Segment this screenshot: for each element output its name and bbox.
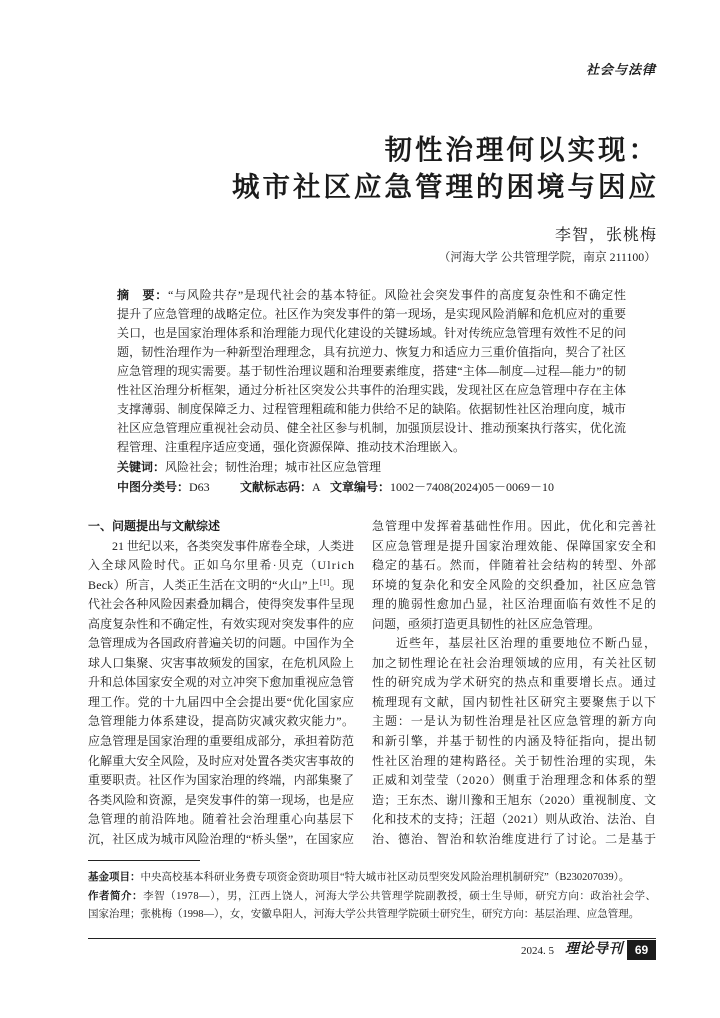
footer-rule <box>88 938 656 939</box>
keywords-line <box>117 458 626 477</box>
body-line: 治、德治、智治和软治维度进行了讨论。二是基于 <box>372 831 657 846</box>
body-line: 球人口集聚、灾害事故频发的国家，在危机风险上 <box>88 655 355 670</box>
body-line: 升和总体国家安全观的对立冲突下愈加重视应急管 <box>88 675 355 690</box>
body-line: 正威和刘莹莹（2020）侧重于治理理念和体系的塑 <box>372 773 657 788</box>
running-head-section: 社会与法律 <box>585 62 656 77</box>
body-line: 急管理能力体系建设，提高防灾减灾救灾能力”。 <box>88 714 355 729</box>
section-heading: 一、问题提出与文献综述 <box>88 519 221 533</box>
keywords-label: 关键词： <box>117 460 166 474</box>
body-line: 理的脆弱性愈加凸显，社区治理面临有效性不足的 <box>372 597 657 612</box>
body-line: 近些年，基层社区治理的重要地位不断凸显， <box>396 636 658 651</box>
body-line: 21 世纪以来，各类突发事件席卷全球，人类进 <box>112 538 354 553</box>
document-code <box>240 478 321 497</box>
author-bio-line <box>88 887 656 906</box>
abstract <box>117 286 626 457</box>
abstract-label: 摘 要： <box>117 288 169 302</box>
body-line: 主题：一是认为韧性治理是社区应急管理的新方向 <box>372 714 657 729</box>
document-code-label: 文献标志码： <box>240 480 313 494</box>
author-bio-text: 李智（1978—），男，江西上饶人，河海大学公共管理学院副教授，硕士生导师，研究方向：政治社会学、 <box>143 891 657 902</box>
body-line: 化解重大安全风险，及时应对处置各类灾害事故的 <box>88 753 355 768</box>
article-number-label: 文章编号： <box>330 480 391 494</box>
body-column-left <box>88 517 354 849</box>
body-line: 性社区治理的建构路径。关于韧性治理的实现，朱 <box>372 753 657 768</box>
body-line: 入全球风险时代。正如乌尔里希·贝克（Ulrich <box>88 558 356 573</box>
body-line: 加之韧性理论在社会治理领域的应用，有关社区韧 <box>372 655 657 670</box>
abstract-line: 性社区治理分析框架，通过分析社区突发公共事件的治理实践，发现社区在应急管理中存在主体 <box>117 383 627 397</box>
page-number: 69 <box>627 940 656 960</box>
body-line: 化和技术的支持；汪超（2021）则从政治、法治、自 <box>372 812 657 827</box>
abstract-line: 提升了应急管理的战略定位。社区作为突发事件的第一现场，是实现风险消解和危机应对的重要 <box>117 307 627 321</box>
citation-reference: [1] <box>319 577 330 587</box>
body-line <box>88 576 354 596</box>
funding-note <box>88 868 656 887</box>
title-line-1: 韧性治理何以实现： <box>384 134 659 165</box>
title-line-2: 城市社区应急管理的困境与因应 <box>232 171 659 202</box>
body-line: 急管理的前沿阵地。随着社会治理重心向基层下 <box>88 812 355 827</box>
body-line: 高度复杂性和不确定性，有效实现对突发事件的应 <box>88 616 355 631</box>
classification-line <box>117 478 626 497</box>
body-line: 问题，亟须打造更具韧性的社区应急管理。 <box>372 616 601 631</box>
abstract-line: 社区应急管理应重视社会动员、健全社区参与机制，加强顶层设计、推动预案执行落实，优化流 <box>117 421 627 435</box>
body-line: 区应急管理是提升国家治理效能、保障国家安全和 <box>372 538 657 553</box>
body-line: 代社会各种风险因素叠加耦合，使得突发事件呈现 <box>88 597 355 612</box>
article-number <box>330 478 554 497</box>
body-text: 。现 <box>329 577 355 592</box>
body-text: Beck）所言，人类正生活在文明的“火山”上 <box>88 577 320 592</box>
footnote-separator <box>88 860 200 861</box>
keywords-value: 风险社会；韧性治理；城市社区应急管理 <box>165 460 382 474</box>
author-bio-label: 作者简介： <box>88 890 144 902</box>
body-line: 稳定的基石。然而，伴随着社会结构的转型、外部 <box>372 558 657 573</box>
funding-label: 基金项目： <box>88 871 141 883</box>
body-line: 应急管理是国家治理的重要组成部分，承担着防范 <box>88 734 355 749</box>
abstract-line: 关口，也是国家治理体系和治理能力现代化建设的关键场域。针对传统应急管理有效性不足的问 <box>117 326 627 340</box>
abstract-line: 支撑薄弱、制度保障乏力、过程管理粗疏和能力供给不足的缺陷。依据韧性社区治理向度，城市 <box>117 402 627 416</box>
footnotes <box>88 868 656 924</box>
body-line: 环境的复杂化和安全风险的交织叠加，社区应急管 <box>372 577 657 592</box>
body-line: 和新引擎，并基于韧性的内涵及特征指向，提出韧 <box>372 734 657 749</box>
body-line: 急管理成为各国政府普遍关切的问题。中国作为全 <box>88 636 355 651</box>
author-affiliation: （河海大学 公共管理学院，南京 211100） <box>438 250 656 264</box>
clc-number <box>117 478 210 497</box>
document-code-value: A <box>312 480 321 494</box>
body-column-right <box>372 517 656 849</box>
abstract-line: 应急管理的现实需要。基于韧性治理议题和治理要素维度，搭建“主体—制度—过程—能力”的韧 <box>117 364 627 378</box>
clc-value: D63 <box>189 480 210 494</box>
body-line: 各类风险和资源，是突发事件的第一现场，也是应 <box>88 792 355 807</box>
body-line: 造；王东杰、谢川豫和王旭东（2020）重视制度、文 <box>372 792 657 807</box>
article-title <box>232 131 659 205</box>
funding-text: 中央高校基本科研业务费专项资金资助项目“特大城市社区动员型突发风险治理机制研究”（B230207039）。 <box>140 872 630 883</box>
body-line: 性的研究成为学术研究的热点和重要增长点。通过 <box>372 675 657 690</box>
journal-name: 理论导刊 <box>565 942 623 957</box>
abstract-text: “与风险共存”是现代社会的基本特征。风险社会突发事件的高度复杂性和不确定性 <box>168 288 627 302</box>
issue-number: 2024. 5 <box>521 945 554 957</box>
body-line: 重要职责。社区作为国家治理的终端，内部集聚了 <box>88 773 355 788</box>
body-line: 急管理中发挥着基础性作用。因此，优化和完善社 <box>372 519 657 533</box>
author-names: 李智，张桃梅 <box>554 227 657 244</box>
body-line: 沉，社区成为城市风险治理的“桥头堡”，在国家应 <box>88 831 355 846</box>
clc-label: 中图分类号： <box>117 480 190 494</box>
body-line: 理工作。党的十九届四中全会提出要“优化国家应 <box>88 694 355 709</box>
abstract-line: 程管理、注重程序适应变通，强化资源保障、推动技术治理嵌入。 <box>117 440 466 454</box>
article-number-value: 1002－7408(2024)05－0069－10 <box>390 480 555 494</box>
abstract-line <box>117 286 626 305</box>
body-line: 梳理现有文献，国内韧性社区研究主要聚焦于以下 <box>372 694 657 709</box>
abstract-line: 题，韧性治理作为一种新型治理理念，具有抗逆力、恢复力和适应力三重价值指向，契合了社区 <box>117 345 627 359</box>
author-bio-line: 国家治理；张桃梅（1998—），女，安徽阜阳人，河海大学公共管理学院硕士研究生，研究方向：基层治理、应急管理。 <box>88 909 640 920</box>
